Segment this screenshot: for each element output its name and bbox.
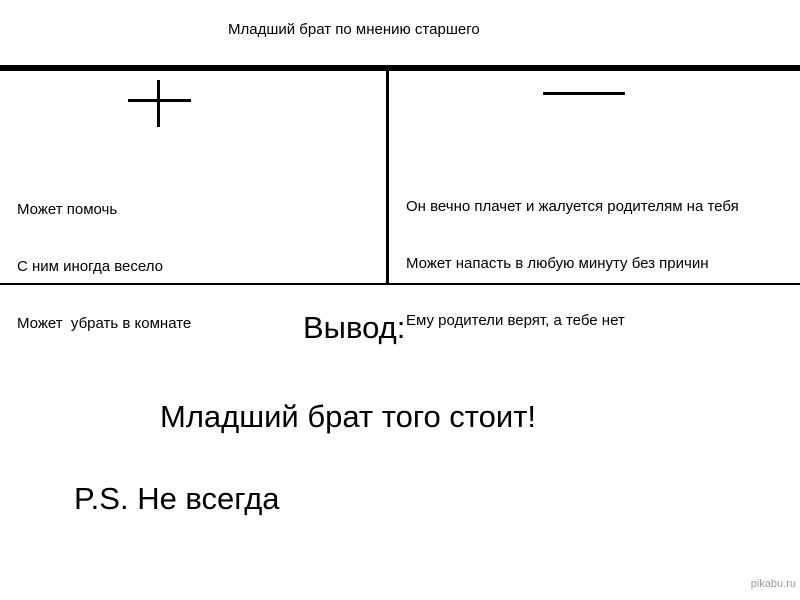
pros-list [17,162,191,352]
conclusion-label: Вывод: [303,310,406,345]
cons-item: Ему родители верят, а тебе нет [406,312,625,329]
table-top-border [0,65,800,71]
page-title: Младший брат по мнению старшего [228,21,480,38]
cons-item: Может напасть в любую минуту без причин [406,255,709,272]
pros-item: Может помочь [17,201,118,218]
cons-item: Он вечно плачет и жалуется родителям на тебя [406,198,739,215]
watermark: pikabu.ru [750,578,796,590]
table-column-divider [386,68,389,285]
pros-item: С ним иногда весело [17,258,163,275]
conclusion-text: Младший брат того стоит! [160,399,537,434]
minus-icon [543,92,625,95]
postscript: P.S. Не всегда [74,481,280,516]
pros-item: Может убрать в комнате [17,315,192,332]
plus-icon-vertical-stroke [157,80,160,127]
cons-list [406,159,739,349]
